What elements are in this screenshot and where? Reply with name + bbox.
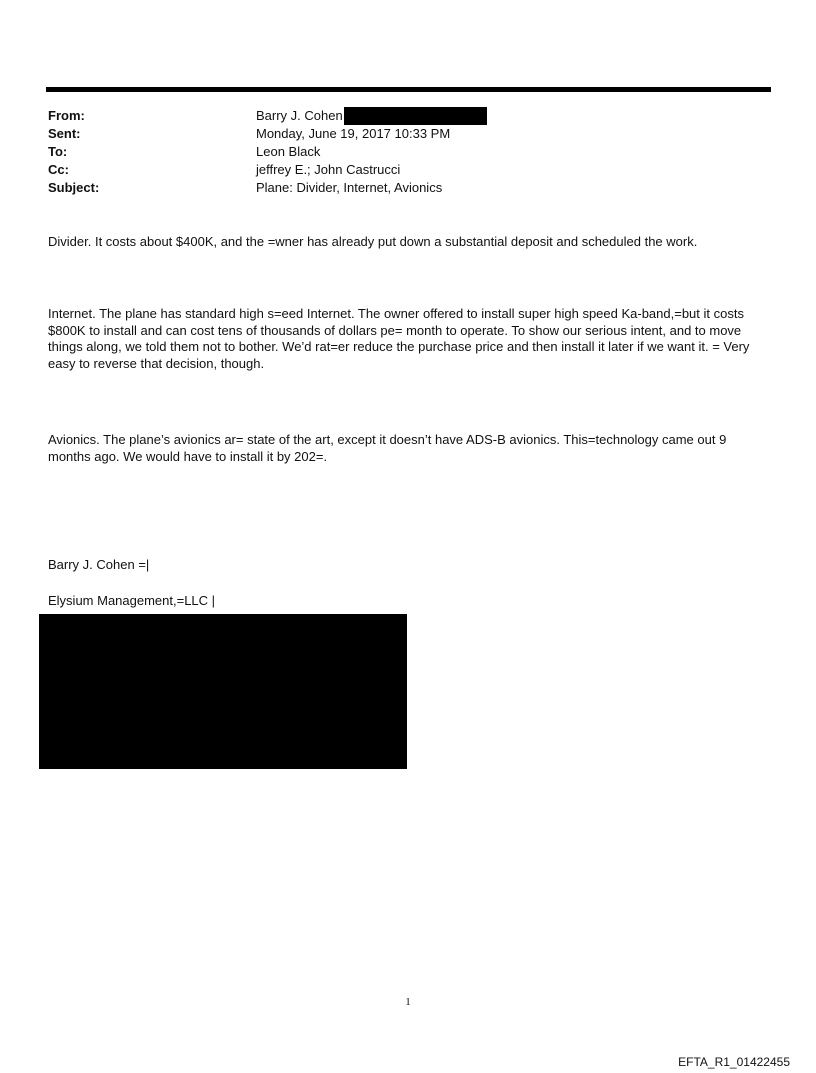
cc-row xyxy=(48,161,768,179)
subject-row xyxy=(48,179,768,197)
redaction-block xyxy=(39,614,407,769)
sent-row xyxy=(48,125,768,143)
subject-label: Subject: xyxy=(48,180,100,195)
email-header xyxy=(48,107,768,197)
paragraph-avionics: Avionics. The plane’s avionics ar= state of the art, except it doesn’t have ADS-B avionics. This=technology came out 9 months ago. We would have to install it by 202=. xyxy=(48,432,727,464)
paragraph-divider: Divider. It costs about $400K, and the =wner has already put down a substantial deposit and scheduled the work. xyxy=(48,234,698,249)
to-value: Leon Black xyxy=(256,144,321,159)
sent-value: Monday, June 19, 2017 10:33 PM xyxy=(256,126,451,141)
cc-label: Cc: xyxy=(48,162,69,177)
to-row xyxy=(48,143,768,161)
redaction-bar xyxy=(344,107,487,125)
cc-value: jeffrey E.; John Castrucci xyxy=(256,162,401,177)
sent-label: Sent: xyxy=(48,126,81,141)
page-number: 1 xyxy=(405,996,411,1008)
from-name: Barry J. Cohen xyxy=(256,108,343,123)
signature-company: Elysium Management,=LLC | xyxy=(48,593,216,608)
from-label: From: xyxy=(48,108,85,123)
subject-value: Plane: Divider, Internet, Avionics xyxy=(256,180,443,195)
signature-name: Barry J. Cohen =| xyxy=(48,557,150,572)
bates-number: EFTA_R1_01422455 xyxy=(678,1055,790,1069)
from-row xyxy=(48,107,768,125)
header-divider-rule xyxy=(46,87,771,92)
from-value xyxy=(256,107,487,125)
to-label: To: xyxy=(48,144,68,159)
paragraph-internet: Internet. The plane has standard high s=eed Internet. The owner offered to install super high speed Ka-band,=but it costs $800K to install and can cost tens of thousands of dollars pe= month to operate. To show our serious intent, and to move things along, we told them not to bother. We’d rat=er reduce the purchase price and then install it later if we want it. = Very easy to reverse that decision, though. xyxy=(48,306,750,371)
